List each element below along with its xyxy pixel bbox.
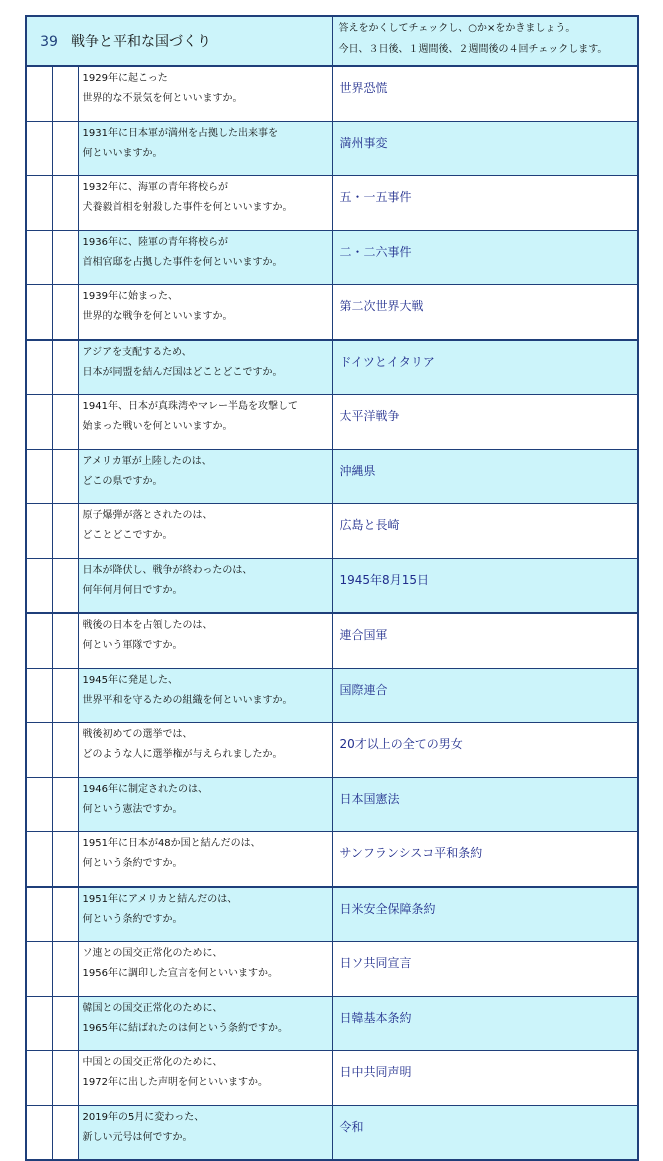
answer-text: 20才以上の全ての男女 [339,737,463,751]
check-box-2[interactable] [52,1051,78,1106]
answer-cell [332,340,638,395]
check-box-1[interactable] [26,230,52,285]
table-row [26,504,638,559]
check-box-2[interactable] [52,887,78,942]
check-box-2[interactable] [52,285,78,340]
question-cell [78,449,332,504]
check-box-1[interactable] [26,832,52,887]
answer-cell [332,395,638,450]
answer-text: 日中共同声明 [339,1065,412,1079]
check-box-1[interactable] [26,996,52,1051]
question-line2: 何という軍隊ですか。 [82,640,183,651]
check-box-1[interactable] [26,558,52,613]
table-row [26,887,638,942]
question-cell [78,176,332,231]
check-box-1[interactable] [26,777,52,832]
answer-text: 太平洋戦争 [339,409,400,423]
table-row [26,230,638,285]
question-cell [78,723,332,778]
check-box-2[interactable] [52,176,78,231]
check-box-2[interactable] [52,504,78,559]
question-line2: 何といいますか。 [82,147,163,159]
check-box-1[interactable] [26,668,52,723]
check-box-2[interactable] [52,723,78,778]
question-cell [78,1105,332,1160]
question-cell [78,887,332,942]
check-box-1[interactable] [26,121,52,176]
answer-text: サンフランシスコ平和条約 [339,846,483,860]
answer-text: 世界恐慌 [339,81,388,95]
question-line1: 中国との国交正常化のために、 [82,1057,223,1068]
instructions-cell [332,16,638,66]
answer-text: ドイツとイタリア [339,354,435,369]
answer-cell [332,121,638,176]
question-line1: 原子爆弾が落とされたのは、 [82,510,213,521]
answer-cell [332,1105,638,1160]
question-line1: 1941年、日本が真珠湾やマレー半島を攻撃して [82,401,298,412]
question-line1: 戦後初めての選挙では、 [82,729,193,740]
table-row [26,668,638,723]
question-line2: 何という条約ですか。 [82,858,183,869]
table-row [26,1105,638,1160]
answer-text: 国際連合 [339,682,388,697]
table-row [26,777,638,832]
answer-cell [332,66,638,121]
answer-cell [332,504,638,559]
question-cell [78,66,332,121]
question-line1: ソ連との国交正常化のために、 [82,948,223,959]
question-line1: 戦後の日本を占領したのは、 [82,620,213,631]
check-box-2[interactable] [52,66,78,121]
question-line1: 日本が降伏し、戦争が終わったのは、 [82,564,253,576]
table-row [26,340,638,395]
question-line2: 1972年に出した声明を何といいますか。 [82,1077,268,1088]
check-box-2[interactable] [52,1105,78,1160]
check-box-2[interactable] [52,449,78,504]
answer-text: 日ソ共同宣言 [339,956,412,970]
answer-cell [332,996,638,1051]
question-line2: 1965年に結ばれたのは何という条約ですか。 [82,1022,288,1034]
answer-text: 満州事変 [339,135,388,150]
instructions-line2: 今日、３日後、１週間後、２週間後の４回チェックします。 [338,44,608,55]
answer-text: 二・二六事件 [339,244,412,259]
table-row [26,285,638,340]
question-line2: 何という条約ですか。 [82,913,183,925]
table-row [26,121,638,176]
answer-cell [332,230,638,285]
quiz-table [25,15,639,1161]
table-row [26,723,638,778]
question-line1: 1951年に日本が48か国と結んだのは、 [82,838,261,849]
answer-text: 日本国憲法 [339,791,400,806]
answer-text: 沖縄県 [339,463,376,478]
table-row [26,942,638,997]
question-cell [78,613,332,668]
table-row [26,176,638,231]
answer-text: 五・一五事件 [339,190,412,204]
check-box-1[interactable] [26,942,52,997]
table-row [26,395,638,450]
check-box-1[interactable] [26,613,52,668]
check-box-1[interactable] [26,449,52,504]
question-cell [78,121,332,176]
question-cell [78,395,332,450]
check-box-2[interactable] [52,395,78,450]
question-line1: 1939年に始まった、 [82,291,178,302]
question-line2: 世界的な不景気を何といいますか。 [82,93,243,104]
check-box-2[interactable] [52,777,78,832]
check-box-2[interactable] [52,121,78,176]
question-line1: アジアを支配するため、 [82,346,192,358]
answer-cell [332,668,638,723]
question-cell [78,1051,332,1106]
header-title-cell [26,16,332,66]
question-cell [78,558,332,613]
question-line1: 1929年に起こった [82,73,168,84]
table-row [26,1051,638,1106]
question-line1: 韓国との国交正常化のために、 [82,1002,223,1014]
question-line2: 世界的な戦争を何といいますか。 [82,311,233,322]
question-cell [78,230,332,285]
check-box-1[interactable] [26,285,52,340]
question-line1: 1931年に日本軍が満州を占拠した出来事を [82,127,278,139]
question-cell [78,668,332,723]
question-cell [78,832,332,887]
check-box-2[interactable] [52,996,78,1051]
question-line2: 始まった戦いを何といいますか。 [82,421,233,432]
check-box-2[interactable] [52,668,78,723]
answer-cell [332,777,638,832]
table-row [26,449,638,504]
check-box-1[interactable] [26,504,52,559]
header-row [26,16,638,66]
question-line2: 何という憲法ですか。 [82,803,183,815]
check-box-1[interactable] [26,723,52,778]
check-box-2[interactable] [52,230,78,285]
question-cell [78,777,332,832]
check-box-1[interactable] [26,1051,52,1106]
question-cell [78,285,332,340]
table-row [26,613,638,668]
question-line2: どこの県ですか。 [82,475,163,487]
question-cell [78,996,332,1051]
question-line1: 1946年に制定されたのは、 [82,783,208,795]
worksheet [25,15,637,1143]
table-row [26,996,638,1051]
answer-cell [332,1051,638,1106]
table-row [26,558,638,613]
answer-text: 日韓基本条約 [339,1010,412,1025]
question-line2: 何年何月何日ですか。 [82,584,183,596]
question-line2: どのような人に選挙権が与えられましたか。 [82,749,283,760]
answer-text: 1945年8月15日 [339,572,429,587]
check-box-1[interactable] [26,66,52,121]
answer-text: 広島と長崎 [339,518,400,532]
answer-cell [332,832,638,887]
check-box-2[interactable] [52,613,78,668]
answer-cell [332,613,638,668]
check-box-2[interactable] [52,832,78,887]
check-box-2[interactable] [52,340,78,395]
question-line1: 1951年にアメリカと結んだのは、 [82,893,238,905]
answer-cell [332,887,638,942]
check-box-1[interactable] [26,887,52,942]
question-line2: 新しい元号は何ですか。 [82,1131,193,1143]
question-cell [78,942,332,997]
answer-text: 日米安全保障条約 [339,901,436,916]
answer-cell [332,449,638,504]
question-line2: 犬養毅首相を射殺した事件を何といいますか。 [82,202,293,213]
answer-cell [332,942,638,997]
question-line2: 1956年に調印した宣言を何といいますか。 [82,968,278,979]
question-cell [78,340,332,395]
answer-cell [332,285,638,340]
question-line1: 2019年の5月に変わった、 [82,1111,205,1123]
instructions-line1: 答えをかくしてチェックし、○か×をかきましょう。 [338,23,576,34]
question-cell [78,504,332,559]
answer-text: 令和 [339,1119,364,1134]
question-line1: 1945年に発足した、 [82,674,178,686]
answer-cell [332,176,638,231]
lesson-number: 39 [40,34,58,50]
question-line2: 首相官邸を占拠した事件を何といいますか。 [82,256,283,268]
check-box-2[interactable] [52,558,78,613]
answer-cell [332,558,638,613]
question-line2: 日本が同盟を結んだ国はどことどこですか。 [82,366,283,378]
table-row [26,66,638,121]
check-box-1[interactable] [26,340,52,395]
table-row [26,832,638,887]
question-line2: どことどこですか。 [82,530,173,541]
lesson-title: 戦争と平和な国づくり [71,34,211,50]
check-box-1[interactable] [26,1105,52,1160]
check-box-2[interactable] [52,942,78,997]
question-line2: 世界平和を守るための組織を何といいますか。 [82,694,293,706]
answer-text: 連合国軍 [339,628,388,642]
answer-cell [332,723,638,778]
check-box-1[interactable] [26,176,52,231]
check-box-1[interactable] [26,395,52,450]
question-line1: アメリカ軍が上陸したのは、 [82,455,212,467]
question-line1: 1932年に、海軍の青年将校らが [82,182,228,193]
answer-text: 第二次世界大戦 [339,299,424,313]
question-line1: 1936年に、陸軍の青年将校らが [82,236,228,248]
